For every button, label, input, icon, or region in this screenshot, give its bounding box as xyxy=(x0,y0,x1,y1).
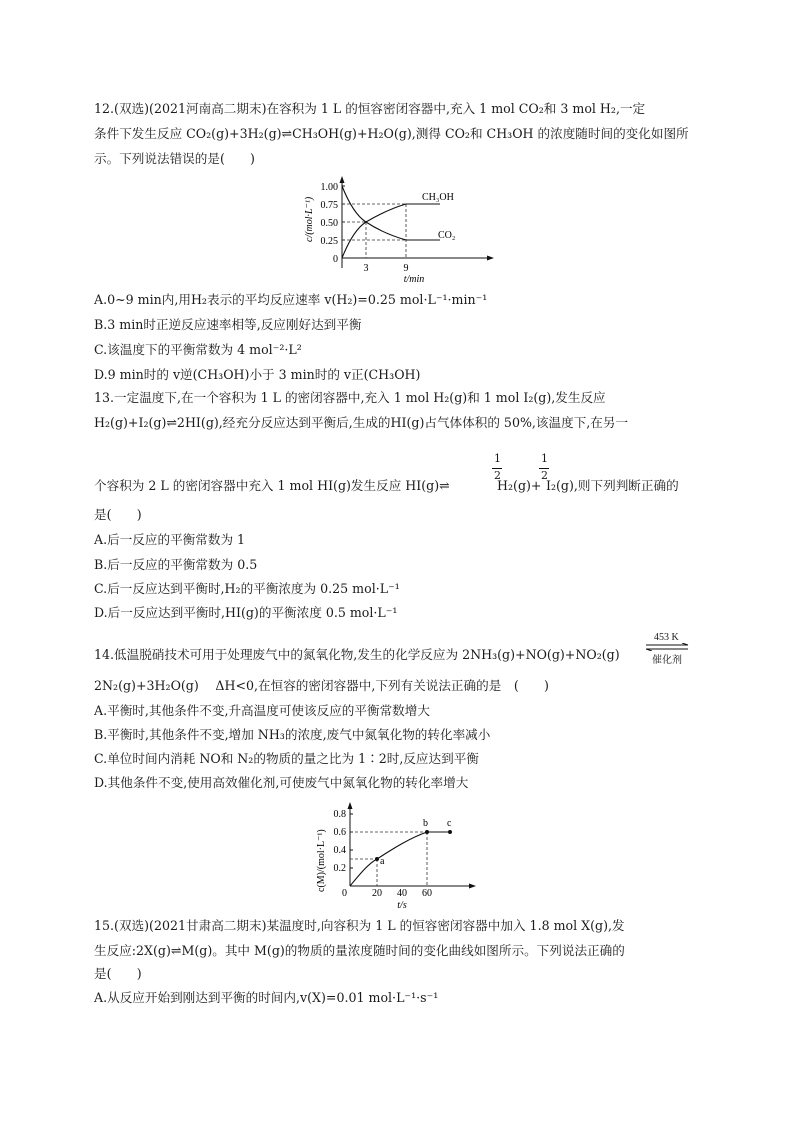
q13-option-c: C.后一反应达到平衡时,H₂的平衡浓度为 0.25 mol·L⁻¹ xyxy=(94,581,400,596)
q14-option-d: D.其他条件不变,使用高效催化剂,可使废气中氮氧化物的转化率增大 xyxy=(94,775,469,790)
m-concentration-chart xyxy=(310,798,490,910)
q14-line2: 2N₂(g)+3H₂O(g) ΔH<0,在恒容的密闭容器中,下列有关说法正确的是 ( ) xyxy=(94,678,549,693)
q13-option-b: B.后一反应的平衡常数为 0.5 xyxy=(94,557,258,572)
q12-xtick-3: 3 xyxy=(363,263,369,274)
q15-line2: 生反应:2X(g)⇌M(g)。其中 M(g)的物质的量浓度随时间的变化曲线如图所示。下列说法正确的 xyxy=(94,943,625,958)
q12-ch3oh-curve xyxy=(342,204,440,258)
q13-frac1-bottom: 2 xyxy=(494,469,501,482)
q12-ylabel: c/(mol·L⁻¹) xyxy=(304,196,315,242)
chart2-xtick-60: 60 xyxy=(422,888,432,899)
q12-guides xyxy=(342,204,406,258)
q14-equilibrium-arrow xyxy=(646,643,690,651)
q13-option-a: A.后一反应的平衡常数为 1 xyxy=(94,532,246,547)
q15-option-a: A.从反应开始到刚达到平衡的时间内,v(X)=0.01 mol·L⁻¹·s⁻¹ xyxy=(94,990,439,1005)
q15-line3: 是( ) xyxy=(94,966,142,981)
q12-xtick-9: 9 xyxy=(403,263,409,274)
q14-arrow-condition-bottom: 催化剂 xyxy=(652,655,682,666)
q12-xlabel: t/min xyxy=(403,274,425,282)
q12-ytick-0: 0 xyxy=(333,254,338,265)
q12-x-axis-arrow xyxy=(487,256,494,261)
chart2-label-c: c xyxy=(447,818,452,829)
chart2-ytick-06: 0.6 xyxy=(333,827,346,838)
chart2-label-a: a xyxy=(380,856,385,867)
q12-y-axis-arrow xyxy=(340,176,345,183)
chart2-point-c xyxy=(448,830,452,834)
q13-frac2-bottom: 2 xyxy=(541,469,548,482)
q13-line3c: I₂(g),则下列判断正确的 xyxy=(546,478,679,493)
chart2-point-a xyxy=(375,857,379,861)
q12-option-c: C.该温度下的平衡常数为 4 mol⁻²·L² xyxy=(94,342,302,357)
q14-option-a: A.平衡时,其他条件不变,升高温度可使该反应的平衡常数增大 xyxy=(94,703,430,718)
chart2-xtick-20: 20 xyxy=(372,888,382,899)
q13-line4: 是( ) xyxy=(94,507,142,522)
chart2-y-axis-arrow xyxy=(348,802,353,809)
q13-line2: H₂(g)+I₂(g)⇌2HI(g),经充分反应达到平衡后,生成的HI(g)占气体体积的 50%,该温度下,在另一 xyxy=(94,415,629,430)
chart2-xtick-40: 40 xyxy=(397,888,407,899)
chart2-ylabel: c(M)/(mol·L⁻¹) xyxy=(316,829,327,892)
q12-line1: 12.(双选)(2021河南高二期末)在容积为 1 L 的恒容密闭容器中,充入 1 mol CO₂和 3 mol H₂,一定 xyxy=(94,101,646,116)
chart2-label-b: b xyxy=(423,818,428,829)
q12-line2: 条件下发生反应 CO₂(g)+3H₂(g)⇌CH₃OH(g)+H₂O(g),测得 CO₂和 CH₃OH 的浓度随时间的变化如图所 xyxy=(94,126,689,141)
q12-option-b: B.3 min时正逆反应速率相等,反应刚好达到平衡 xyxy=(94,317,362,332)
chart2-x-axis-arrow xyxy=(469,884,476,889)
q12-ytick-050: 0.50 xyxy=(320,218,338,229)
q12-ytick-025: 0.25 xyxy=(320,236,338,247)
q13-option-d: D.后一反应达到平衡时,HI(g)的平衡浓度 0.5 mol·L⁻¹ xyxy=(94,605,398,620)
chart2-ytick-02: 0.2 xyxy=(333,863,346,874)
q13-line3a: 个容积为 2 L 的密闭容器中充入 1 mol HI(g)发生反应 HI(g)⇌ xyxy=(94,478,450,493)
chart2-xlabel: t/s xyxy=(397,900,407,910)
chart2-ytick-08: 0.8 xyxy=(333,809,346,820)
q12-line3: 示。下列说法错误的是( ) xyxy=(94,151,255,166)
q12-ytick-100: 1.00 xyxy=(320,182,338,193)
q13-frac1-top: 1 xyxy=(494,452,501,465)
chart2-xtick-0: 0 xyxy=(342,888,347,899)
q13-line1: 13.一定温度下,在一个容积为 1 L 的密闭容器中,充入 1 mol H₂(g)和 1 mol I₂(g),发生反应 xyxy=(94,390,606,405)
q14-line1: 14.低温脱硝技术可用于处理废气中的氮氧化物,发生的化学反应为 2NH₃(g)+NO(g)+NO₂(g) xyxy=(94,647,620,662)
chart2-guides xyxy=(350,832,427,886)
q13-frac2-top: 1 xyxy=(541,452,548,465)
q13-line3b: H₂(g)+ xyxy=(497,478,542,493)
q12-series-ch3oh: CH₃OH xyxy=(422,192,454,203)
q15-line1: 15.(双选)(2021甘肃高二期末)某温度时,向容积为 1 L 的恒容密闭容器中加入 1.8 mol X(g),发 xyxy=(94,918,625,933)
q14-arrow-condition-top: 453 K xyxy=(654,632,679,643)
q12-option-d: D.9 min时的 v逆(CH₃OH)小于 3 min时的 v正(CH₃OH) xyxy=(94,367,421,382)
chart2-point-b xyxy=(425,830,429,834)
q12-series-co2: CO₂ xyxy=(438,230,456,241)
q12-option-a: A.0~9 min内,用H₂表示的平均反应速率 v(H₂)=0.25 mol·L⁻¹·min⁻¹ xyxy=(94,292,488,307)
q12-chart xyxy=(290,172,510,282)
q14-option-b: B.平衡时,其他条件不变,增加 NH₃的浓度,废气中氮氧化物的转化率减小 xyxy=(94,727,491,742)
q12-ytick-075: 0.75 xyxy=(320,200,338,211)
q14-option-c: C.单位时间内消耗 NO和 N₂的物质的量之比为 1∶2时,反应达到平衡 xyxy=(94,751,479,766)
chart2-ytick-04: 0.4 xyxy=(333,845,346,856)
